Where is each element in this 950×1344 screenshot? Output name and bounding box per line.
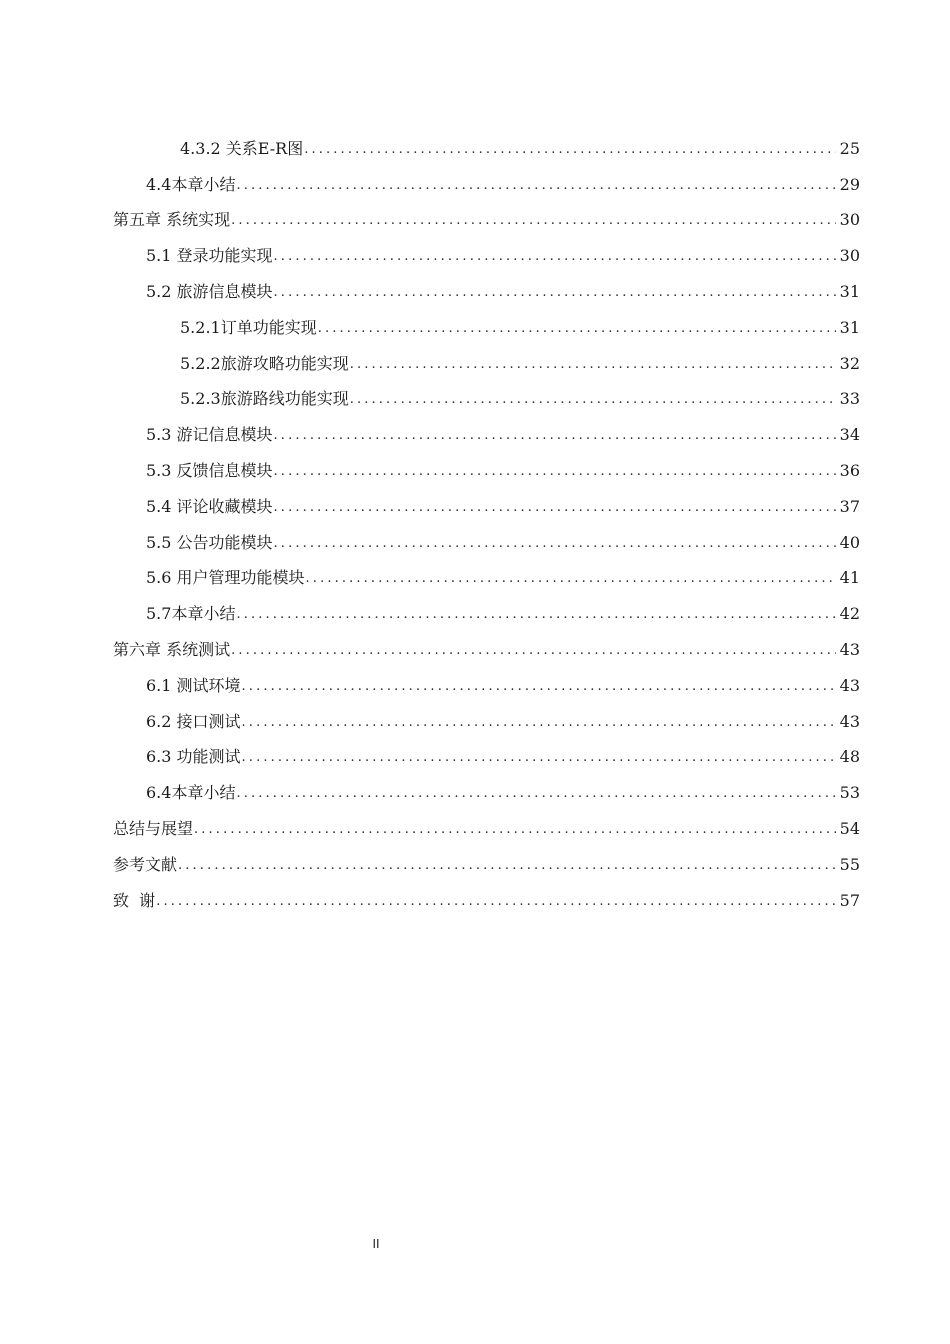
toc-entry[interactable] [0,883,860,919]
toc-page-number: 53 [839,783,860,803]
page-number-footer: II [372,1237,380,1251]
toc-entry-label: 5.6 用户管理功能模块 [146,568,305,588]
toc-entry-label: 6.3 功能测试 [146,747,241,767]
toc-page-number: 37 [839,496,860,516]
toc-entry-label: 5.2.3旅游路线功能实现 [180,389,349,409]
toc-entry-label: 5.7本章小结 [146,604,236,624]
toc-page-number: 57 [839,890,860,910]
toc-page-number: 34 [839,425,860,445]
toc-leader-dots [236,783,836,803]
toc-page-number: 30 [839,246,860,266]
toc-entry-label: 6.1 测试环境 [146,675,241,695]
toc-entry[interactable] [0,453,860,489]
toc-entry[interactable] [0,346,860,382]
toc-page-number: 30 [839,210,860,230]
toc-page-number: 55 [839,854,860,874]
toc-leader-dots [178,855,836,875]
toc-page-number: 31 [839,282,860,302]
toc-leader-dots [236,175,836,195]
toc-leader-dots [304,139,836,159]
toc-entry-label: 5.3 游记信息模块 [146,425,273,445]
toc-leader-dots [350,354,836,374]
toc-page-number: 48 [839,747,860,767]
toc-entry[interactable] [0,740,860,776]
toc-page-number: 25 [839,138,860,158]
toc-leader-dots [274,497,836,517]
toc-page-number: 42 [839,604,860,624]
toc-entry[interactable] [0,775,860,811]
toc-entry[interactable] [0,274,860,310]
toc-leader-dots [274,425,836,445]
toc-entry-label: 参考文献 [113,854,178,874]
toc-entry-label: 4.4本章小结 [146,174,236,194]
toc-page-number: 40 [839,532,860,552]
toc-entry-label: 5.5 公告功能模块 [146,532,273,552]
toc-entry-label: 6.2 接口测试 [146,711,241,731]
toc-entry-label: 5.2.1订单功能实现 [180,317,317,337]
toc-entry[interactable] [0,596,860,632]
toc-page-number: 54 [839,819,860,839]
toc-page-number: 41 [839,568,860,588]
toc-entry-label: 5.1 登录功能实现 [146,246,273,266]
toc-entry[interactable] [0,203,860,239]
toc-leader-dots [231,640,836,660]
toc-page-number: 43 [839,640,860,660]
toc-entry-label: 总结与展望 [113,819,194,839]
toc-entry[interactable] [0,489,860,525]
toc-leader-dots [242,676,836,696]
toc-entry-label: 5.3 反馈信息模块 [146,461,273,481]
toc-entry[interactable] [0,525,860,561]
toc-leader-dots [306,568,836,588]
toc-entry[interactable] [0,632,860,668]
toc-entry-label: 致 谢 [113,890,156,910]
toc-leader-dots [242,747,836,767]
toc-entry[interactable] [0,668,860,704]
toc-page-number: 36 [839,461,860,481]
toc-entry[interactable] [0,131,860,167]
toc-entry[interactable] [0,167,860,203]
toc-page-number: 43 [839,675,860,695]
toc-leader-dots [274,282,836,302]
toc-leader-dots [274,461,836,481]
toc-entry[interactable] [0,561,860,597]
toc-leader-dots [156,891,836,911]
toc-leader-dots [231,210,836,230]
toc-entry[interactable] [0,704,860,740]
toc-entry-label: 第六章 系统测试 [113,640,231,660]
toc-entry[interactable] [0,238,860,274]
toc-entry[interactable] [0,811,860,847]
toc-leader-dots [236,604,836,624]
toc-entry-label: 5.2 旅游信息模块 [146,282,273,302]
toc-page-number: 31 [839,317,860,337]
toc-entry[interactable] [0,417,860,453]
toc-entry-label: 4.3.2 关系E-R图 [180,138,304,158]
toc-page-number: 29 [839,174,860,194]
toc-leader-dots [350,389,836,409]
toc-page-number: 32 [839,353,860,373]
toc-entry-label: 5.4 评论收藏模块 [146,496,273,516]
toc-page-number: 33 [839,389,860,409]
toc-page-number: 43 [839,711,860,731]
toc-entry[interactable] [0,847,860,883]
toc-leader-dots [242,712,836,732]
toc-leader-dots [274,246,836,266]
toc-entry-label: 第五章 系统实现 [113,210,231,230]
toc-entry[interactable] [0,382,860,418]
toc-leader-dots [318,318,836,338]
toc-leader-dots [274,533,836,553]
toc-entry-label: 5.2.2旅游攻略功能实现 [180,353,349,373]
toc-entry-label: 6.4本章小结 [146,783,236,803]
table-of-contents [0,131,950,919]
toc-entry[interactable] [0,310,860,346]
toc-leader-dots [194,819,836,839]
